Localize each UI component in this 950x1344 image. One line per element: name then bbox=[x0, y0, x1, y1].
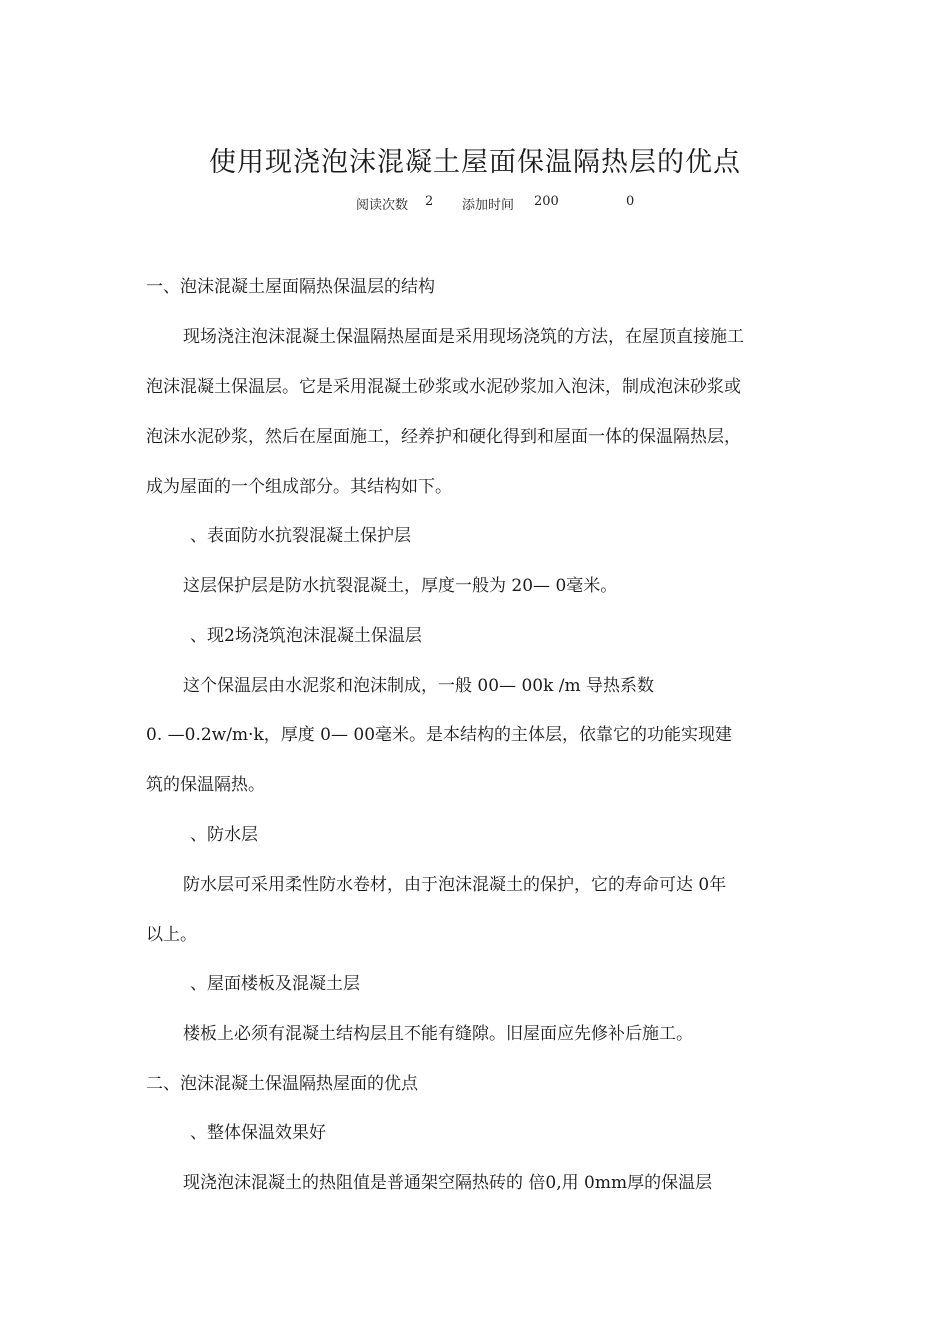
subheading: 、表面防水抗裂混凝土保护层 bbox=[190, 526, 411, 546]
subheading: 、现2场浇筑泡沫混凝土保温层 bbox=[190, 626, 422, 646]
subheading: 、防水层 bbox=[190, 825, 258, 845]
subheading: 、整体保温效果好 bbox=[190, 1123, 326, 1143]
section-heading-2: 二、泡沫混凝土保温隔热屋面的优点 bbox=[146, 1074, 418, 1094]
article-meta bbox=[0, 194, 950, 214]
paragraph-line: 筑的保温隔热。 bbox=[146, 775, 265, 795]
read-count-value: 2 bbox=[425, 194, 434, 209]
paragraph-line: 现浇泡沫混凝土的热阻值是普通架空隔热砖的 倍0,用 0mm厚的保温层 bbox=[183, 1173, 713, 1193]
paragraph-line: 防水层可采用柔性防水卷材，由于泡沫混凝土的保护，它的寿命可达 0年 bbox=[183, 875, 727, 895]
paragraph-line: 泡沫混凝土保温层。它是采用混凝土砂浆或水泥砂浆加入泡沫，制成泡沫砂浆或 bbox=[146, 377, 741, 397]
section-heading-1: 一、泡沫混凝土屋面隔热保温层的结构 bbox=[146, 277, 435, 297]
paragraph-line: 泡沫水泥砂浆，然后在屋面施工，经养护和硬化得到和屋面一体的保温隔热层， bbox=[146, 427, 741, 447]
meta-trailing-value: 0 bbox=[626, 194, 635, 209]
paragraph-line: 以上。 bbox=[146, 925, 197, 945]
paragraph-line: 0. —0.2w/m·k，厚度 0— 00毫米。是本结构的主体层，依靠它的功能实现建 bbox=[146, 725, 733, 745]
paragraph-line: 楼板上必须有混凝土结构层且不能有缝隙。旧屋面应先修补后施工。 bbox=[183, 1024, 693, 1044]
paragraph-line: 成为屋面的一个组成部分。其结构如下。 bbox=[146, 477, 452, 497]
added-time-value: 200 bbox=[534, 194, 559, 209]
read-count-label: 阅读次数 bbox=[356, 198, 409, 213]
added-time-label: 添加时间 bbox=[462, 198, 515, 213]
paragraph-line: 这个保温层由水泥浆和泡沫制成，一般 00— 00k /m 导热系数 bbox=[183, 676, 655, 696]
paragraph-line: 现场浇注泡沫混凝土保温隔热屋面是采用现场浇筑的方法，在屋顶直接施工 bbox=[183, 327, 744, 347]
page-title: 使用现浇泡沫混凝土屋面保温隔热层的优点 bbox=[209, 147, 741, 178]
paragraph-line: 这层保护层是防水抗裂混凝土，厚度一般为 20— 0毫米。 bbox=[183, 576, 618, 596]
subheading: 、屋面楼板及混凝土层 bbox=[190, 974, 360, 994]
